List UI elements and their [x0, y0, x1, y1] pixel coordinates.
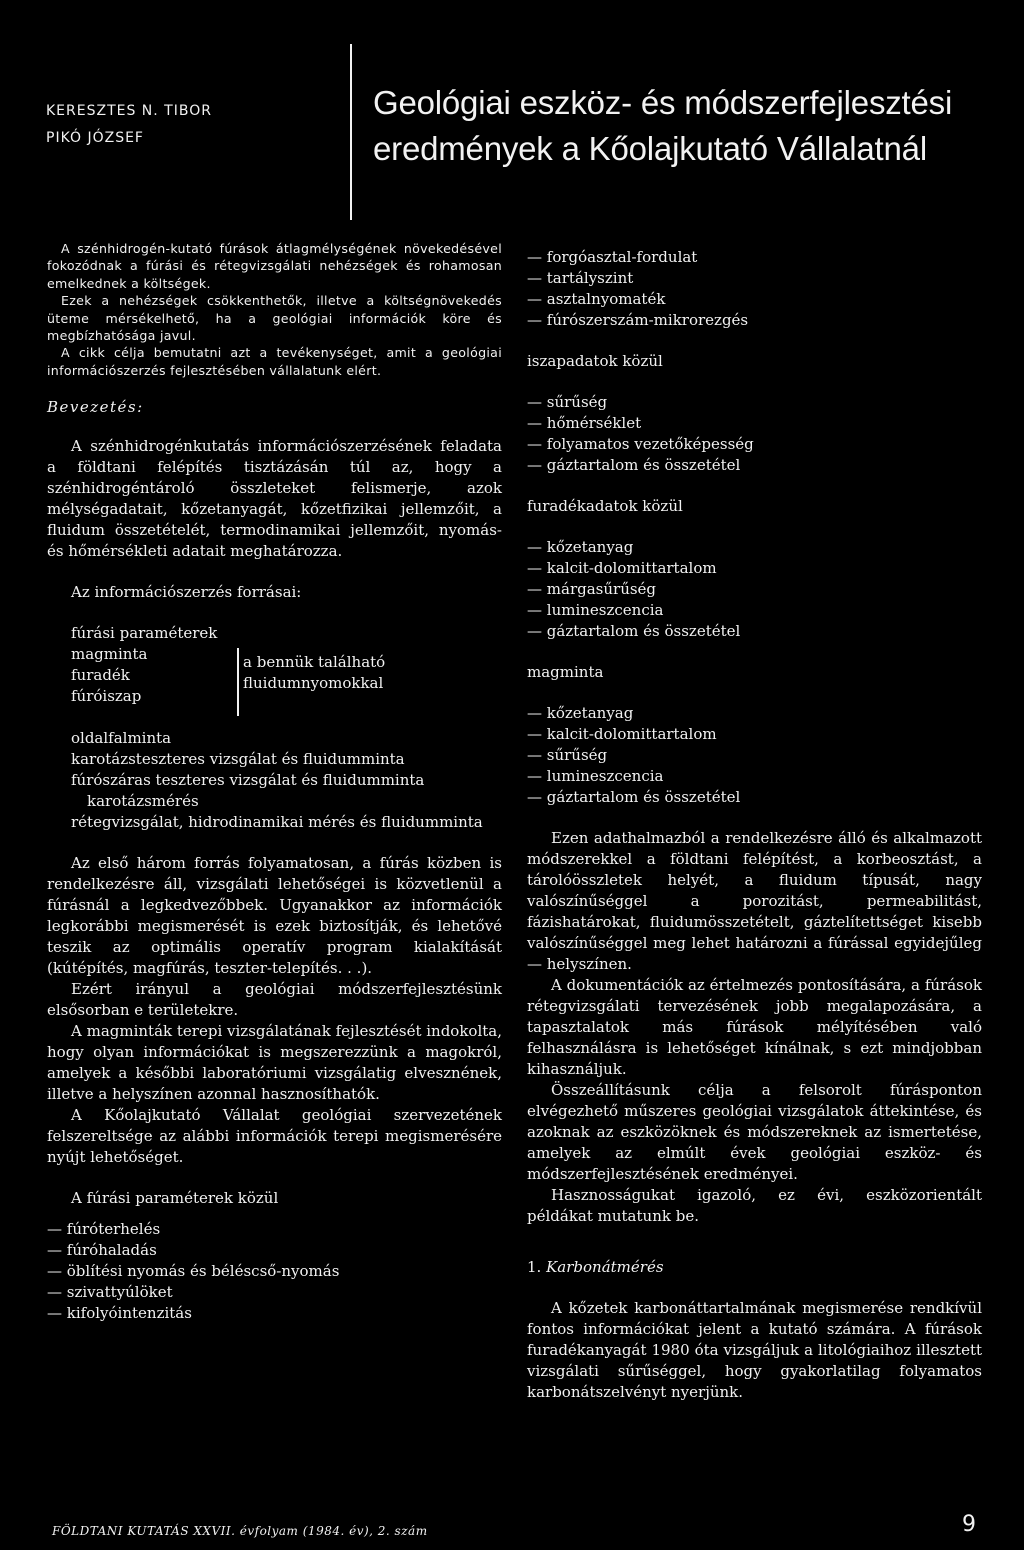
sources-item: karotázsmérés	[87, 792, 199, 811]
sources-heading: Az információszerzés forrásai:	[71, 583, 302, 602]
intro-heading: Bevezetés:	[47, 398, 144, 417]
author-1: KERESZTES N. TIBOR	[46, 103, 212, 119]
drill-list-continued	[527, 247, 982, 331]
body-paragraph: A kőzetek karbonáttartalmának megismerése rendkívül fontos információkat jelent a kutató számára. A fúrások furadékanyagát 1980 óta vizsgáljuk a litológiaihoz illesztett vizsgálati sűrűséggel, hogy gyakorlatilag folyamatos karbonátszelvényt nyerjünk.	[527, 1299, 982, 1401]
abstract-para: A cikk célja bemutatni azt a tevékenységet, amit a geológiai információszerzés fejlesztésében vállalatunk elért.	[47, 345, 502, 378]
list-item: — hőmérséklet	[527, 413, 982, 434]
left-column	[47, 240, 502, 1324]
cuttings-list	[527, 537, 982, 642]
authors	[46, 98, 212, 152]
page-number: 9	[962, 1512, 976, 1537]
list-item: — sűrűség	[527, 392, 982, 413]
brace-item: fúróiszap	[71, 687, 142, 706]
body-paragraph: Az első három forrás folyamatosan, a fúrás közben is rendelkezésre áll, vizsgálati lehetőségei is közvetlenül a fúrásnál a legkedvezőbbek. Ugyanakkor az információk legkorábbi megismerését is ezek biztosítják, és lehetővé teszik az optimális operatív program kialakítását (kútépítés, magfúrás, teszter-telepítés. . .).	[47, 854, 502, 978]
list-item: — fúrószerszám-mikrorezgés	[527, 310, 982, 331]
core-heading: magminta	[527, 663, 604, 681]
sources-item: karotázsteszteres vizsgálat és fluidumminta	[71, 750, 405, 769]
mud-list	[527, 392, 982, 476]
list-item: — lumineszcencia	[527, 766, 982, 787]
abstract	[47, 240, 502, 379]
title-divider	[350, 44, 352, 220]
body-paragraph: A Kőolajkutató Vállalat geológiai szervezetének felszereltsége az alábbi információk terepi megismerésére nyújt lehetőséget.	[47, 1106, 502, 1167]
sources-item: fúrószáras teszteres vizsgálat és fluidumminta	[71, 771, 425, 790]
list-item: — kalcit-dolomittartalom	[527, 724, 982, 745]
list-item: — gáztartalom és összetétel	[527, 787, 982, 808]
core-list	[527, 703, 982, 808]
list-item: — folyamatos vezetőképesség	[527, 434, 982, 455]
list-item: — forgóasztal-fordulat	[527, 247, 982, 268]
list-item: — fúróterhelés	[47, 1219, 502, 1240]
right-column	[527, 247, 982, 1403]
body-paragraph: Ezen adathalmazból a rendelkezésre álló és alkalmazott módszerekkel a földtani felépítést, a korbeosztást, a tárolóösszletek helyét, a fluidum típusát, nagy valószínűséggel a porozitást, permeabilitást, fázishatárokat, fluidumösszetételt, gáztelítettséget kisebb valószínűséggel meg lehet határozni a fúrással egyidejűleg — helyszínen.	[527, 829, 982, 973]
brace-bracket	[237, 648, 239, 716]
brace-group	[47, 644, 502, 728]
list-item: — fúróhaladás	[47, 1240, 502, 1261]
section-number: 1.	[527, 1258, 542, 1276]
author-2: PIKÓ JÓZSEF	[46, 130, 144, 146]
brace-item: magminta	[71, 645, 148, 664]
sources-list	[47, 728, 502, 833]
section-heading	[527, 1257, 982, 1278]
brace-item: furadék	[71, 666, 130, 685]
intro-paragraph: A szénhidrogénkutatás információszerzésének feladata a földtani felépítés tisztázásán túl az, hogy a szénhidrogéntároló összleteket felismerje, azok mélységadatait, kőzetanyagát, kőzetfizikai jellemzőit, a fluidum összetételét, termodinamikai jellemzőit, nyomás- és hőmérsékleti adatait meghatározza.	[47, 437, 502, 561]
list-item: — gáztartalom és összetétel	[527, 455, 982, 476]
body-paragraph: Hasznosságukat igazoló, ez évi, eszközorientált példákat mutatunk be.	[527, 1186, 982, 1225]
list-item: — kalcit-dolomittartalom	[527, 558, 982, 579]
list-item: — tartályszint	[527, 268, 982, 289]
sources-item: oldalfalminta	[71, 729, 172, 748]
body-paragraph: Ezért irányul a geológiai módszerfejlesztésünk elsősorban e területekre.	[47, 980, 502, 1020]
cuttings-heading: furadékadatok közül	[527, 497, 683, 515]
list-item: — márgasűrűség	[527, 579, 982, 600]
list-item: — öblítési nyomás és béléscső-nyomás	[47, 1261, 502, 1282]
sources-item: fúrási paraméterek	[71, 624, 218, 643]
body-paragraph: Összeállításunk célja a felsorolt fúrásponton elvégezhető műszeres geológiai vizsgálatok áttekintése, és azoknak az eszközöknek és módszereknek az ismertetése, amelyek az elmúlt évek geológiai eszköz- és módszerfejlesztésének eredményei.	[527, 1081, 982, 1183]
list-item: — lumineszcencia	[527, 600, 982, 621]
list-item: — szivattyúlöket	[47, 1282, 502, 1303]
list-item: — gáztartalom és összetétel	[527, 621, 982, 642]
list-item: — kifolyóintenzitás	[47, 1303, 502, 1324]
list-item: — kőzetanyag	[527, 537, 982, 558]
sources-item: rétegvizsgálat, hidrodinamikai mérés és fluidumminta	[71, 813, 483, 832]
footer-journal: FÖLDTANI KUTATÁS XXVII. évfolyam (1984. év), 2. szám	[52, 1524, 428, 1538]
list-item: — kőzetanyag	[527, 703, 982, 724]
section-title: Karbonátmérés	[546, 1258, 664, 1276]
brace-text-line: fluidumnyomokkal	[243, 674, 384, 693]
article-title	[373, 80, 1013, 172]
drill-list	[47, 1219, 502, 1324]
list-item: — sűrűség	[527, 745, 982, 766]
title-line-1: Geológiai eszköz- és módszerfejlesztési	[373, 84, 953, 121]
abstract-para: A szénhidrogén-kutató fúrások átlagmélységének növekedésével fokozódnak a fúrási és rétegvizsgálati nehézségek és rohamosan emelkednek a költségek.	[47, 241, 502, 291]
body-paragraph: A magminták terepi vizsgálatának fejlesztését indokolta, hogy olyan információkat is megszerezzünk a magokról, amelyek a későbbi laboratóriumi vizsgálatig elvesznének, illetve a helyszínen azonnal hasznosíthatók.	[47, 1022, 502, 1104]
abstract-para: Ezek a nehézségek csökkenthetők, illetve a költségnövekedés üteme mérsékelhető, ha a geológiai információk köre és megbízhatósága javul.	[47, 293, 502, 344]
brace-text-line: a bennük található	[243, 653, 386, 672]
body-paragraph: A dokumentációk az értelmezés pontosítására, a fúrások rétegvizsgálati tervezésének jobb megalapozására, a tapasztalatok más fúrások mélyítésében való felhasználásra is lehetőséget kínálnak, s ezt mindjobban kihasználjuk.	[527, 976, 982, 1078]
list-item: — asztalnyomaték	[527, 289, 982, 310]
mud-heading: iszapadatok közül	[527, 352, 663, 370]
drill-heading: A fúrási paraméterek közül	[71, 1189, 279, 1208]
title-line-2: eredmények a Kőolajkutató Vállalatnál	[373, 130, 927, 167]
